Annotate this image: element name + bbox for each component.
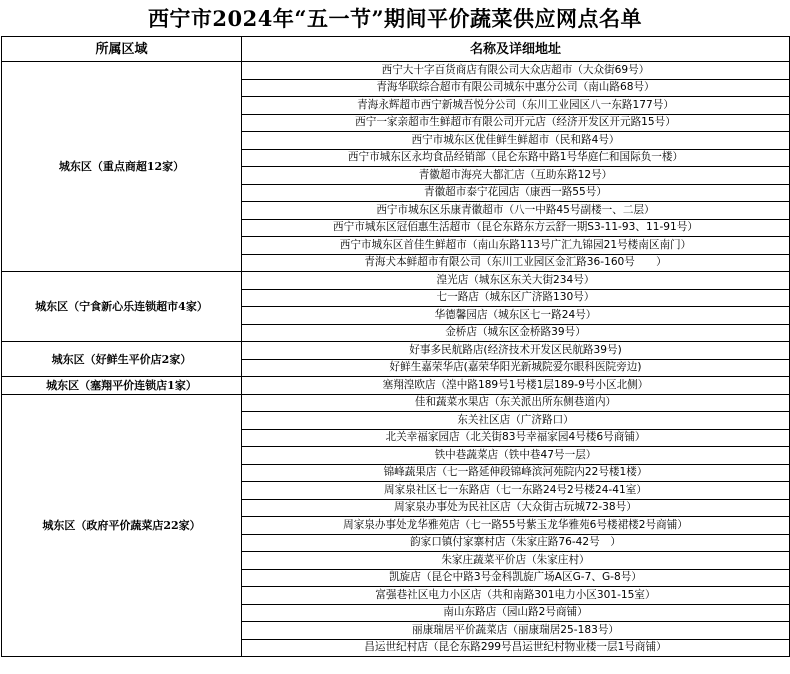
table-body (2, 62, 790, 657)
table-row (2, 377, 790, 395)
outlet-cell: 金桥店（城东区金桥路39号） (242, 324, 790, 342)
outlet-cell: 青徽超市泰宁花园店（康西一路55号） (242, 184, 790, 202)
outlet-cell: 湟光店（城东区东关大街234号） (242, 272, 790, 290)
outlet-cell: 周家泉社区七一东路店（七一东路24号2号楼24-41室） (242, 482, 790, 500)
outlet-cell: 锦峰蔬果店（七一路延伸段锦峰滨河苑院内22号楼1楼） (242, 464, 790, 482)
outlet-cell: 周家泉办事处龙华雅苑店（七一路55号紫玉龙华雅苑6号楼裙楼2号商铺） (242, 517, 790, 535)
table-row (2, 272, 790, 290)
table-row (2, 342, 790, 360)
outlet-cell: 青海华联综合超市有限公司城东中惠分公司（南山路68号） (242, 79, 790, 97)
outlet-cell: 周家泉办事处为民社区店（大众街古玩城72-38号） (242, 499, 790, 517)
outlet-cell: 富强巷社区电力小区店（共和南路301电力小区301-15室） (242, 587, 790, 605)
outlet-cell: 朱家庄蔬菜平价店（朱家庄村） (242, 552, 790, 570)
table-header-row (2, 37, 790, 62)
outlet-cell: 北关幸福家园店（北关街83号幸福家园4号楼6号商铺） (242, 429, 790, 447)
outlet-cell: 丽康瑞居平价蔬菜店（丽康瑞居25-183号） (242, 622, 790, 640)
outlet-cell: 青海犬本鲜超市有限公司（东川工业园区金汇路36-160号 ） (242, 254, 790, 272)
outlet-cell: 东关社区店（广济路口） (242, 412, 790, 430)
outlet-cell: 好鲜生嘉荣华店(嘉荣华阳光新城院爱尔眼科医院旁边) (242, 359, 790, 377)
outlet-cell: 佳和蔬菜水果店（东关派出所东侧巷道内） (242, 394, 790, 412)
outlet-cell: 铁中巷蔬菜店（铁中巷47号一层） (242, 447, 790, 465)
header-region: 所属区域 (2, 37, 242, 62)
outlet-cell: 南山东路店（园山路2号商铺） (242, 604, 790, 622)
outlet-cell: 青海永辉超市西宁新城吾悦分公司（东川工业园区八一东路177号） (242, 97, 790, 115)
outlet-cell: 韵家口镇付家寨村店（朱家庄路76-42号 ） (242, 534, 790, 552)
region-cell: 城东区（重点商超12家） (2, 62, 242, 272)
outlet-cell: 西宁一家亲超市生鲜超市有限公司开元店（经济开发区开元路15号） (242, 114, 790, 132)
table-row (2, 394, 790, 412)
outlet-cell: 西宁市城东区永均食品经销部（昆仑东路中路1号华庭仁和国际负一楼） (242, 149, 790, 167)
outlet-cell: 七一路店（城东区广济路130号） (242, 289, 790, 307)
outlet-cell: 西宁市城东区首佳生鲜超市（南山东路113号广汇九锦园21号楼南区南门） (242, 237, 790, 255)
outlet-cell: 西宁市城东区优佳鲜生鲜超市（民和路4号） (242, 132, 790, 150)
region-cell: 城东区（宁食新心乐连锁超市4家） (2, 272, 242, 342)
region-cell: 城东区（政府平价蔬菜店22家） (2, 394, 242, 657)
outlet-cell: 青徽超市海亮大都汇店（互助东路12号） (242, 167, 790, 185)
region-cell: 城东区（好鲜生平价店2家） (2, 342, 242, 377)
region-cell: 城东区（塞翔平价连锁店1家） (2, 377, 242, 395)
outlet-cell: 西宁市城东区冠佰惠生活超市（昆仑东路东方云舒一期S3-11-93、11-91号） (242, 219, 790, 237)
outlet-cell: 凯旋店（昆仑中路3号金科凯旋广场A区G-7、G-8号） (242, 569, 790, 587)
table-row (2, 62, 790, 80)
outlet-cell: 好事多民航路店(经济技术开发区民航路39号) (242, 342, 790, 360)
page-title: 西宁市2024年“五一节”期间平价蔬菜供应网点名单 (147, 6, 643, 31)
outlet-cell: 塞翔湟欧店（湟中路189号1号楼1层189-9号小区北侧） (242, 377, 790, 395)
outlet-cell: 西宁市城东区乐康青徽超市（八一中路45号副楼一、二层） (242, 202, 790, 220)
outlet-cell: 昌运世纪村店（昆仑东路299号昌运世纪村物业楼一层1号商铺） (242, 639, 790, 657)
header-name-address: 名称及详细地址 (242, 37, 790, 62)
outlet-table (1, 36, 790, 657)
outlet-cell: 华德馨园店（城东区七一路24号） (242, 307, 790, 325)
outlet-cell: 西宁大十字百货商店有限公司大众店超市（大众街69号） (242, 62, 790, 80)
